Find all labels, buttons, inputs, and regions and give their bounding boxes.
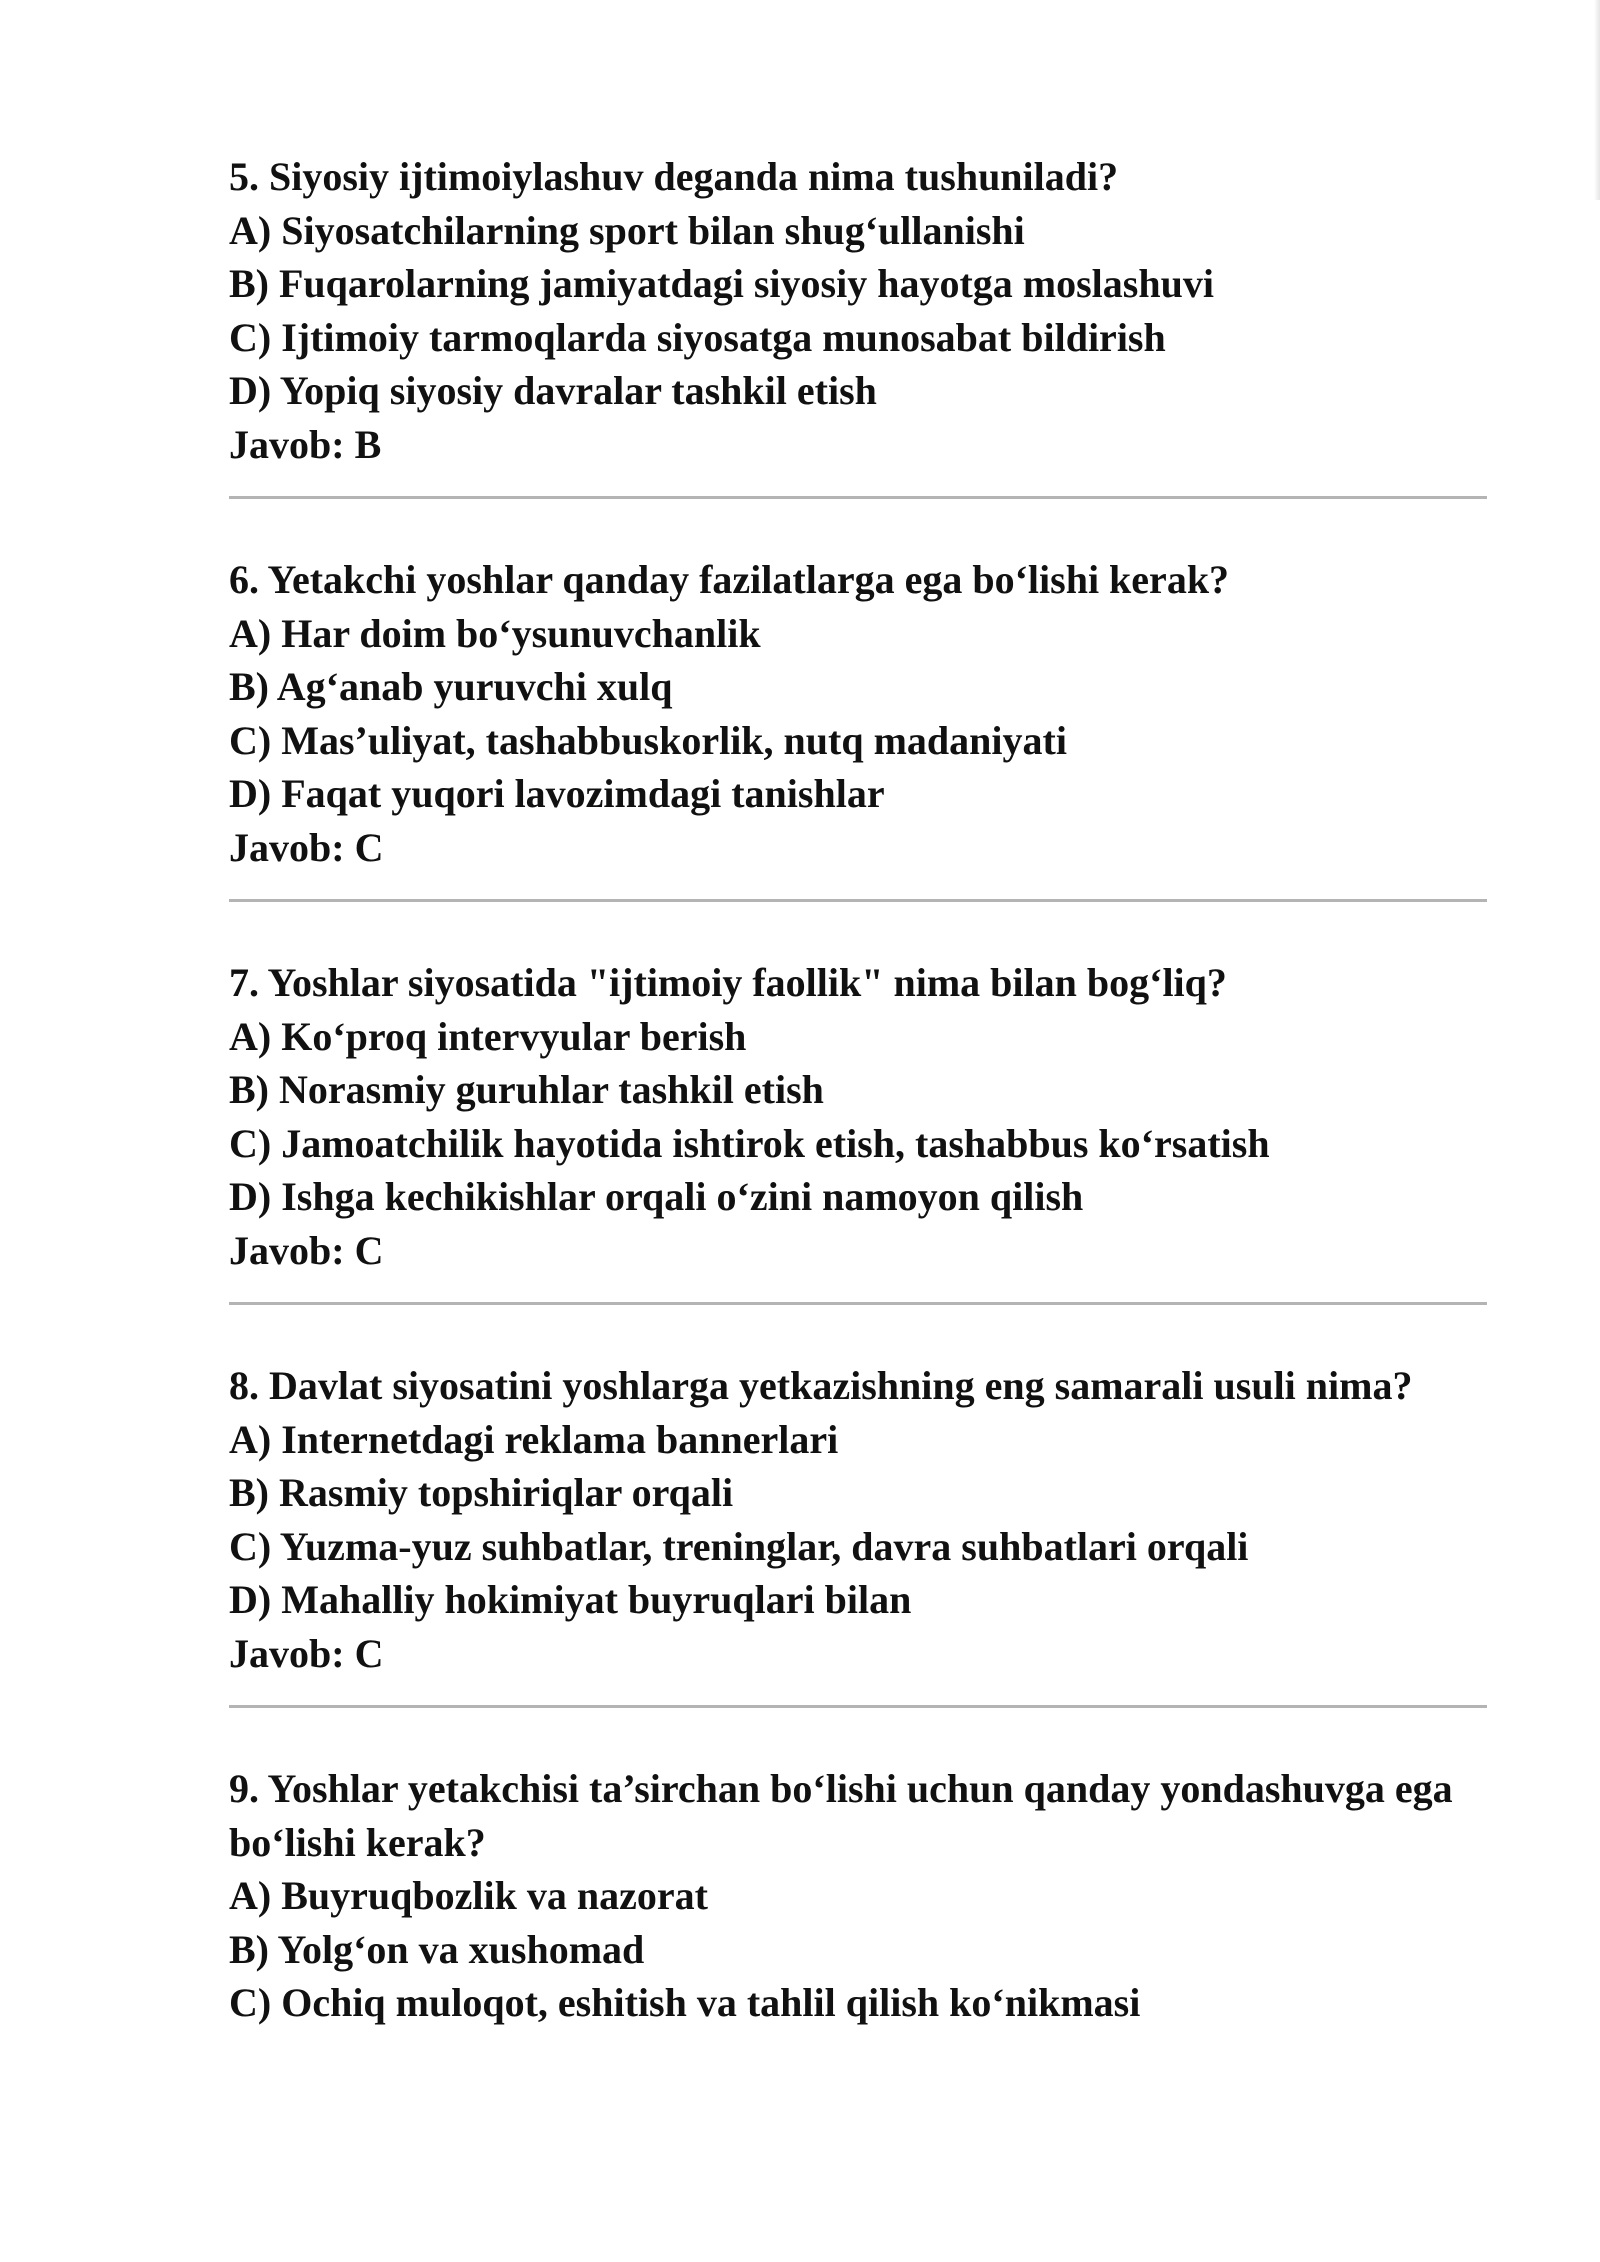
answer-line: Javob: C	[229, 824, 384, 870]
option-a: A) Buyruqbozlik va nazorat	[229, 1873, 708, 1918]
option-d: D) Mahalliy hokimiyat buyruqlari bilan	[229, 1577, 912, 1622]
option-b: B) Ag‘anab yuruvchi xulq	[229, 664, 673, 709]
option-d: D) Ishga kechikishlar orqali o‘zini namoyon qilish	[229, 1174, 1084, 1219]
question-divider	[229, 1302, 1487, 1305]
option-b: B) Norasmiy guruhlar tashkil etish	[229, 1067, 824, 1112]
option-c: C) Mas’uliyat, tashabbuskorlik, nutq madaniyati	[229, 717, 1067, 763]
option-c: C) Jamoatchilik hayotida ishtirok etish, tashabbus ko‘rsatish	[229, 1120, 1270, 1166]
option-a: A) Siyosatchilarning sport bilan shug‘ullanishi	[229, 207, 1025, 253]
question-prompt: 8. Davlat siyosatini yoshlarga yetkazishning eng samarali usuli nima?	[229, 1363, 1413, 1408]
question-divider	[229, 899, 1487, 902]
question-prompt: 6. Yetakchi yoshlar qanday fazilatlarga ega bo‘lishi kerak?	[229, 557, 1230, 602]
question-prompt: 5. Siyosiy ijtimoiylashuv deganda nima tushuniladi?	[229, 154, 1119, 199]
question-prompt: 7. Yoshlar siyosatida "ijtimoiy faollik" nima bilan bog‘liq?	[229, 960, 1227, 1005]
option-b: B) Rasmiy topshiriqlar orqali	[229, 1470, 734, 1515]
answer-line: Javob: C	[229, 1227, 384, 1273]
question-block-6	[229, 553, 1487, 874]
question-divider	[229, 1705, 1487, 1708]
answer-line: Javob: C	[229, 1630, 384, 1676]
question-block-7	[229, 956, 1487, 1277]
question-prompt: 9. Yoshlar yetakchisi ta’sirchan bo‘lishi uchun qanday yondashuvga ega bo‘lishi kerak?	[229, 1766, 1453, 1865]
option-a: A) Har doim bo‘ysunuvchanlik	[229, 610, 761, 656]
page-edge-shadow	[1594, 0, 1600, 200]
answer-line: Javob: B	[229, 421, 382, 467]
option-a: A) Ko‘proq intervyular berish	[229, 1013, 747, 1059]
option-c: C) Yuzma-yuz suhbatlar, treninglar, davra suhbatlari orqali	[229, 1523, 1249, 1569]
document-page	[229, 150, 1487, 2030]
option-b: B) Fuqarolarning jamiyatdagi siyosiy hayotga moslashuvi	[229, 261, 1214, 306]
option-c: C) Ochiq muloqot, eshitish va tahlil qilish ko‘nikmasi	[229, 1980, 1141, 2025]
question-block-8	[229, 1359, 1487, 1680]
question-block-9	[229, 1762, 1487, 2030]
question-block-5	[229, 150, 1487, 471]
option-d: D) Yopiq siyosiy davralar tashkil etish	[229, 368, 877, 413]
option-b: B) Yolg‘on va xushomad	[229, 1926, 645, 1972]
question-divider	[229, 496, 1487, 499]
option-d: D) Faqat yuqori lavozimdagi tanishlar	[229, 771, 885, 816]
option-c: C) Ijtimoiy tarmoqlarda siyosatga munosabat bildirish	[229, 314, 1166, 360]
option-a: A) Internetdagi reklama bannerlari	[229, 1416, 839, 1462]
